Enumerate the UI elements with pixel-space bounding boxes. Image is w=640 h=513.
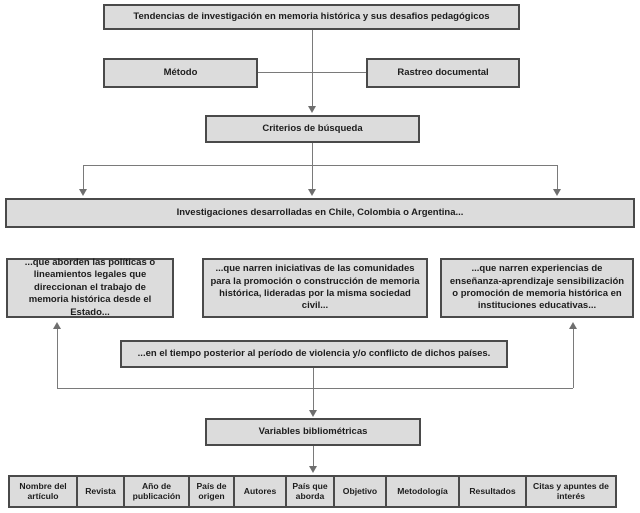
connector-loop-left xyxy=(57,329,58,388)
connector-branch-right xyxy=(557,165,558,190)
tiempo-posterior-box: ...en el tiempo posterior al período de violencia y/o conflicto de dichos países. xyxy=(120,340,508,368)
connector-loop-right xyxy=(573,329,574,388)
column-ano-publicacion: Año de publicación xyxy=(123,475,190,508)
connector-branch-horizontal xyxy=(83,165,558,166)
connector-metodo-rastreo xyxy=(258,72,366,73)
arrow-down-branch-center-icon xyxy=(308,189,316,196)
arrow-up-right-icon xyxy=(569,322,577,329)
bibliometric-variables-table xyxy=(8,475,617,508)
rastreo-documental-box: Rastreo documental xyxy=(366,58,520,88)
arrow-down-criterios-icon xyxy=(308,106,316,113)
column-revista: Revista xyxy=(76,475,125,508)
criterio-educativas-box: ...que narren experiencias de enseñanza-aprendizaje sensibilización o promoción de memoria histórica en instituciones educativas... xyxy=(440,258,634,318)
arrow-down-variables-icon xyxy=(309,410,317,417)
column-resultados: Resultados xyxy=(458,475,527,508)
connector-loop-horizontal xyxy=(57,388,573,389)
connector-branch-center xyxy=(312,165,313,190)
connector-tiempo-down xyxy=(313,368,314,413)
column-metodologia: Metodología xyxy=(385,475,460,508)
connector-title-to-criterios xyxy=(312,30,313,107)
arrow-down-branch-left-icon xyxy=(79,189,87,196)
investigaciones-box: Investigaciones desarrolladas en Chile, Colombia o Argentina... xyxy=(5,198,635,228)
metodo-box: Método xyxy=(103,58,258,88)
column-autores: Autores xyxy=(233,475,287,508)
connector-criterios-down xyxy=(312,143,313,166)
criterio-comunidades-box: ...que narren iniciativas de las comunidades para la promoción o construcción de memoria histórica, lideradas por la misma sociedad civil... xyxy=(202,258,428,318)
variables-bibliometricas-box: Variables bibliométricas xyxy=(205,418,421,446)
title-box: Tendencias de investigación en memoria histórica y sus desafios pedagógicos xyxy=(103,4,520,30)
column-objetivo: Objetivo xyxy=(333,475,387,508)
criterio-estado-box: ...que aborden las políticas o lineamientos legales que direccionan el trabajo de memoria histórica desde el Estado... xyxy=(6,258,174,318)
arrow-down-branch-right-icon xyxy=(553,189,561,196)
criterios-busqueda-box: Criterios de búsqueda xyxy=(205,115,420,143)
column-pais-aborda: País que aborda xyxy=(285,475,335,508)
column-pais-origen: País de origen xyxy=(188,475,235,508)
column-nombre-articulo: Nombre del artículo xyxy=(8,475,78,508)
arrow-up-left-icon xyxy=(53,322,61,329)
connector-variables-down xyxy=(313,446,314,468)
column-citas-apuntes: Citas y apuntes de interés xyxy=(525,475,617,508)
arrow-down-table-icon xyxy=(309,466,317,473)
connector-branch-left xyxy=(83,165,84,190)
